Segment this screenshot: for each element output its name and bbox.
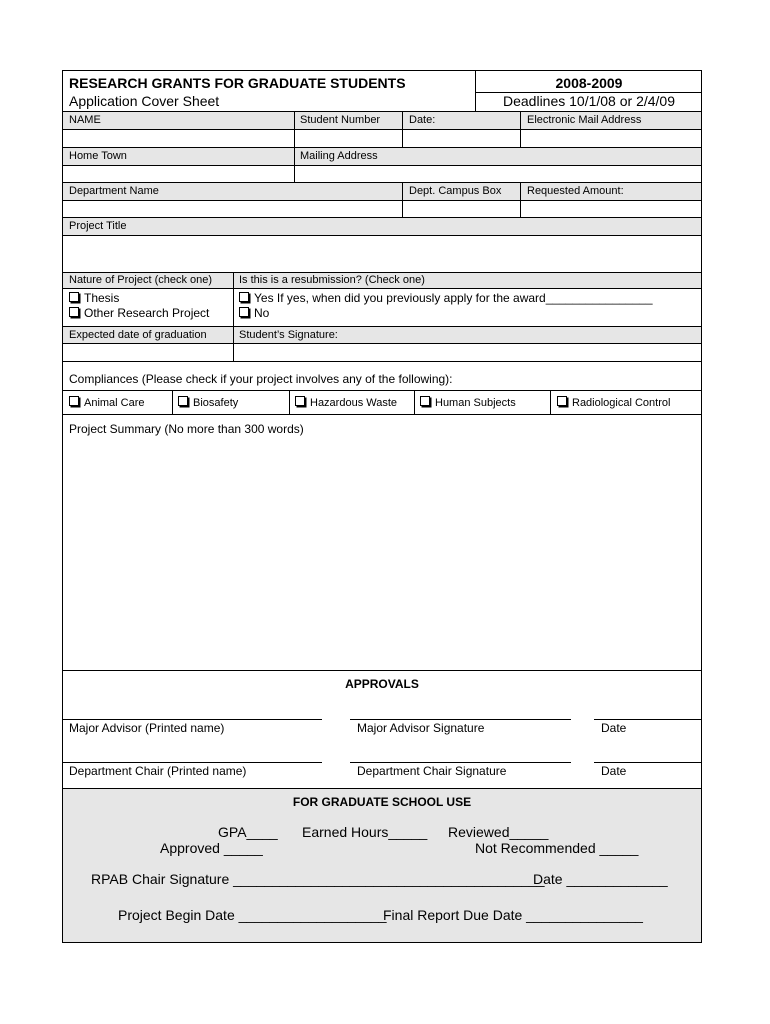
major-advisor-name-label: Major Advisor (Printed name) [69, 721, 225, 735]
home-town-label: Home Town [69, 150, 127, 162]
student-number-field[interactable] [295, 130, 402, 147]
rpab-signature-field[interactable]: RPAB Chair Signature ________________________________________ [91, 871, 545, 887]
dept-chair-date-line[interactable] [594, 762, 701, 763]
not-recommended-field[interactable]: Not Recommended _____ [475, 840, 639, 856]
application-form [62, 70, 702, 943]
biosafety-checkbox[interactable] [178, 396, 188, 406]
project-title-label: Project Title [69, 220, 127, 232]
other-research-checkbox[interactable] [69, 307, 79, 317]
animal-care-checkbox[interactable] [69, 396, 79, 406]
dept-chair-date-label: Date [601, 764, 627, 778]
human-subjects-option[interactable]: Human Subjects [420, 396, 516, 410]
final-report-field[interactable]: Final Report Due Date _______________ [383, 907, 643, 923]
major-advisor-date-label: Date [601, 721, 627, 735]
no-checkbox[interactable] [239, 307, 249, 317]
animal-care-option[interactable]: Animal Care [69, 396, 145, 410]
radiological-control-checkbox[interactable] [557, 396, 567, 406]
other-research-option[interactable]: Other Research Project [69, 306, 209, 320]
graduation-date-label: Expected date of graduation [69, 329, 207, 341]
form-title: RESEARCH GRANTS FOR GRADUATE STUDENTS [69, 75, 406, 91]
name-label: NAME [69, 114, 101, 126]
campus-box-field[interactable] [403, 201, 520, 217]
email-field[interactable] [521, 130, 701, 147]
rpab-date-field[interactable]: Date _____________ [533, 871, 668, 887]
nature-of-project-label: Nature of Project (check one) [69, 274, 213, 286]
student-number-label: Student Number [300, 114, 381, 126]
yes-option[interactable]: Yes If yes, when did you previously apply for the award________________ [239, 291, 653, 305]
student-signature-field[interactable] [234, 344, 701, 361]
earned-hours-field[interactable]: Earned Hours_____ [302, 824, 428, 840]
dept-chair-signature-label: Department Chair Signature [357, 764, 507, 778]
thesis-checkbox[interactable] [69, 292, 79, 302]
project-title-field[interactable] [63, 236, 701, 272]
biosafety-option[interactable]: Biosafety [178, 396, 238, 410]
email-label: Electronic Mail Address [527, 114, 642, 126]
major-advisor-signature-label: Major Advisor Signature [357, 721, 485, 735]
no-option[interactable]: No [239, 306, 269, 320]
mailing-address-label: Mailing Address [300, 150, 378, 162]
project-summary-field[interactable] [63, 439, 701, 670]
compliances-heading: Compliances (Please check if your project involves any of the following): [69, 372, 453, 386]
dept-chair-signature-line[interactable] [350, 762, 571, 763]
major-advisor-date-line[interactable] [594, 719, 701, 720]
student-signature-label: Student’s Signature: [239, 329, 338, 341]
requested-amount-label: Requested Amount: [527, 185, 624, 197]
home-town-field[interactable] [63, 166, 294, 182]
approved-field[interactable]: Approved _____ [160, 840, 263, 856]
dept-chair-name-label: Department Chair (Printed name) [69, 764, 247, 778]
approvals-heading: APPROVALS [345, 677, 419, 691]
radiological-control-option[interactable]: Radiological Control [557, 396, 670, 410]
dept-chair-name-line[interactable] [63, 762, 322, 763]
project-summary-label: Project Summary (No more than 300 words) [69, 422, 304, 436]
name-field[interactable] [63, 130, 294, 147]
gpa-field[interactable]: GPA____ [218, 824, 278, 840]
human-subjects-checkbox[interactable] [420, 396, 430, 406]
reviewed-field[interactable]: Reviewed_____ [448, 824, 549, 840]
major-advisor-name-line[interactable] [63, 719, 322, 720]
hazardous-waste-option[interactable]: Hazardous Waste [295, 396, 397, 410]
deadlines: Deadlines 10/1/08 or 2/4/09 [502, 93, 675, 109]
mailing-address-field[interactable] [295, 166, 701, 182]
graduation-date-field[interactable] [63, 344, 232, 361]
requested-amount-field[interactable] [521, 201, 701, 217]
project-begin-field[interactable]: Project Begin Date ___________________ [118, 907, 387, 923]
department-name-label: Department Name [69, 185, 159, 197]
hazardous-waste-checkbox[interactable] [295, 396, 305, 406]
major-advisor-signature-line[interactable] [350, 719, 571, 720]
grad-school-heading: FOR GRADUATE SCHOOL USE [292, 795, 472, 809]
campus-box-label: Dept. Campus Box [409, 185, 502, 197]
resubmission-label: Is this is a resubmission? (Check one) [239, 274, 425, 286]
yes-checkbox[interactable] [239, 292, 249, 302]
form-subtitle: Application Cover Sheet [69, 93, 220, 109]
department-name-field[interactable] [63, 201, 402, 217]
award-year: 2008-2009 [555, 75, 623, 91]
date-field[interactable] [403, 130, 520, 147]
date-label: Date: [409, 114, 436, 126]
thesis-option[interactable]: Thesis [69, 291, 119, 305]
